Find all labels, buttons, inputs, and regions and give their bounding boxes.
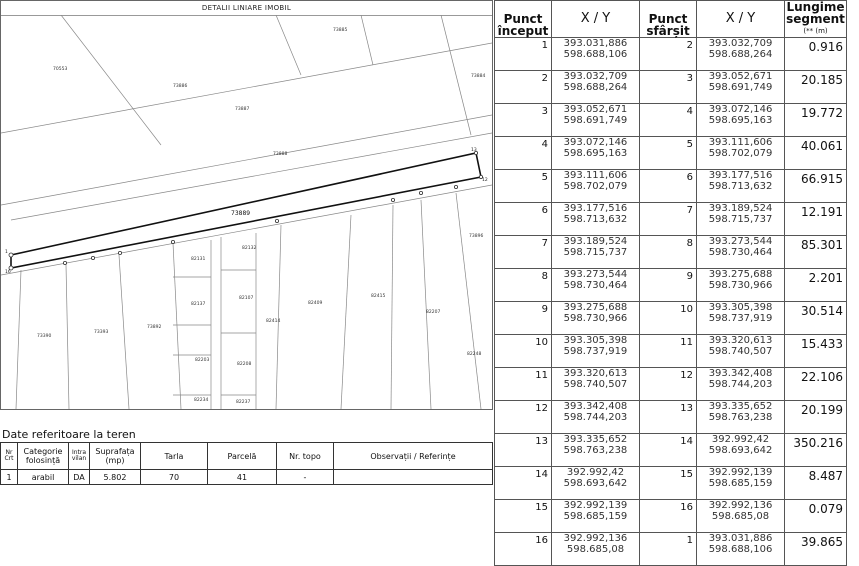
header-segment-length: Lungime segment (** (m)	[785, 1, 847, 38]
segment-row	[495, 170, 847, 203]
segment-row	[495, 500, 847, 533]
parcel-label: 82248	[467, 352, 482, 357]
segments-panel	[494, 0, 859, 563]
end-coord-cell: 392.992,136 598.685,08	[696, 500, 784, 533]
length-cell: 12.191	[785, 203, 847, 236]
end-point-cell: 6	[640, 170, 697, 203]
cell-observatii	[334, 470, 493, 485]
segment-row	[495, 302, 847, 335]
end-coord-cell: 393.032,709 598.688,264	[696, 38, 784, 71]
segment-row	[495, 368, 847, 401]
end-coord-cell: 393.335,652 598.763,238	[696, 401, 784, 434]
end-coord-cell: 393.342,408 598.744,203	[696, 368, 784, 401]
segments-body	[495, 38, 847, 566]
parcel-label: 82415	[371, 294, 386, 299]
point-label: 1	[5, 250, 8, 255]
start-point-cell: 6	[495, 203, 552, 236]
cell-parcela: 41	[208, 470, 277, 485]
header-xy-start: X / Y	[551, 1, 639, 38]
parcel-label: 73892	[147, 325, 162, 330]
parcel-label: 70553	[53, 67, 68, 72]
end-point-cell: 16	[640, 500, 697, 533]
parcel-label: 73889	[231, 210, 251, 217]
parcel-label: 82414	[266, 319, 281, 324]
parcel-label: 82207	[426, 310, 441, 315]
parcel-label: 82131	[191, 257, 206, 262]
parcel-label: 73885	[333, 28, 348, 33]
parcel-label: 82208	[237, 362, 252, 367]
segment-row	[495, 71, 847, 104]
cell-tarla: 70	[141, 470, 208, 485]
header-end-point: Punct sfârșit	[640, 1, 697, 38]
length-cell: 8.487	[785, 467, 847, 500]
end-point-cell: 5	[640, 137, 697, 170]
end-point-cell: 1	[640, 533, 697, 566]
end-coord-cell: 393.273,544 598.730,464	[696, 236, 784, 269]
segment-row	[495, 38, 847, 71]
map-title: DETALII LINIARE IMOBIL	[1, 1, 492, 16]
start-point-cell: 14	[495, 467, 552, 500]
start-coord-cell: 392.992,136 598.685,08	[551, 533, 639, 566]
parcel-label: 73896	[469, 234, 484, 239]
start-point-cell: 12	[495, 401, 552, 434]
end-point-cell: 4	[640, 104, 697, 137]
length-cell: 350.216	[785, 434, 847, 467]
parcel-label: 82237	[236, 400, 251, 405]
length-cell: 39.865	[785, 533, 847, 566]
parcel-label: 82203	[195, 358, 210, 363]
parcel-label: 82409	[308, 301, 323, 306]
length-cell: 19.772	[785, 104, 847, 137]
end-point-cell: 9	[640, 269, 697, 302]
start-point-cell: 7	[495, 236, 552, 269]
end-coord-cell: 392.992,42 598.693,642	[696, 434, 784, 467]
end-coord-cell: 393.305,398 598.737,919	[696, 302, 784, 335]
segments-table	[494, 0, 847, 566]
segment-row	[495, 401, 847, 434]
parcel-label: 73393	[94, 330, 109, 335]
cell-nr-crt: 1	[1, 470, 18, 485]
parcel-map	[1, 15, 492, 409]
length-cell: 66.915	[785, 170, 847, 203]
segment-row	[495, 104, 847, 137]
parcel-label: 73888	[273, 152, 288, 157]
end-point-cell: 11	[640, 335, 697, 368]
end-point-cell: 3	[640, 71, 697, 104]
end-coord-cell: 393.052,671 598.691,749	[696, 71, 784, 104]
point-label: 16	[5, 270, 11, 275]
start-coord-cell: 393.177,516 598.713,632	[551, 203, 639, 236]
header-observatii: Observații / Referințe	[334, 443, 493, 470]
cell-categorie: arabil	[18, 470, 69, 485]
header-nr-topo: Nr. topo	[277, 443, 334, 470]
start-coord-cell: 392.992,42 598.693,642	[551, 467, 639, 500]
start-coord-cell: 393.275,688 598.730,966	[551, 302, 639, 335]
header-suprafata: Suprafața (mp)	[90, 443, 141, 470]
header-start-point: Punct început	[495, 1, 552, 38]
end-point-cell: 15	[640, 467, 697, 500]
end-coord-cell: 393.189,524 598.715,737	[696, 203, 784, 236]
segment-row	[495, 236, 847, 269]
start-point-cell: 13	[495, 434, 552, 467]
end-point-cell: 7	[640, 203, 697, 236]
start-point-cell: 5	[495, 170, 552, 203]
segment-row	[495, 533, 847, 566]
segment-row	[495, 269, 847, 302]
segment-row	[495, 203, 847, 236]
end-coord-cell: 393.031,886 598.688,106	[696, 533, 784, 566]
start-coord-cell: 393.305,398 598.737,919	[551, 335, 639, 368]
point-label: 13	[471, 148, 477, 153]
end-point-cell: 8	[640, 236, 697, 269]
start-coord-cell: 393.111,606 598.702,079	[551, 170, 639, 203]
start-coord-cell: 393.189,524 598.715,737	[551, 236, 639, 269]
end-point-cell: 2	[640, 38, 697, 71]
start-coord-cell: 393.072,146 598.695,163	[551, 137, 639, 170]
point-label: 12	[482, 178, 488, 183]
length-cell: 40.061	[785, 137, 847, 170]
end-coord-cell: 393.072,146 598.695,163	[696, 104, 784, 137]
start-coord-cell: 393.342,408 598.744,203	[551, 401, 639, 434]
header-nr-crt: Nr Crt	[1, 443, 18, 470]
length-cell: 0.916	[785, 38, 847, 71]
start-coord-cell: 393.273,544 598.730,464	[551, 269, 639, 302]
length-cell: 85.301	[785, 236, 847, 269]
length-cell: 2.201	[785, 269, 847, 302]
end-coord-cell: 393.320,613 598.740,507	[696, 335, 784, 368]
start-coord-cell: 393.032,709 598.688,264	[551, 71, 639, 104]
segment-row	[495, 335, 847, 368]
start-coord-cell: 393.052,671 598.691,749	[551, 104, 639, 137]
end-point-cell: 12	[640, 368, 697, 401]
start-point-cell: 16	[495, 533, 552, 566]
start-coord-cell: 393.031,886 598.688,106	[551, 38, 639, 71]
cell-suprafata: 5.802	[90, 470, 141, 485]
parcel-label: 82132	[242, 246, 257, 251]
segment-row	[495, 434, 847, 467]
end-point-cell: 10	[640, 302, 697, 335]
length-cell: 20.185	[785, 71, 847, 104]
length-cell: 30.514	[785, 302, 847, 335]
end-point-cell: 14	[640, 434, 697, 467]
parcel-map-panel	[0, 0, 493, 410]
terrain-row	[1, 470, 493, 485]
start-point-cell: 1	[495, 38, 552, 71]
start-point-cell: 9	[495, 302, 552, 335]
cell-intravilan: DA	[69, 470, 90, 485]
terrain-heading: Date referitoare la teren	[2, 428, 136, 441]
header-categorie: Categorie folosință	[18, 443, 69, 470]
start-point-cell: 8	[495, 269, 552, 302]
header-xy-end: X / Y	[696, 1, 784, 38]
length-cell: 22.106	[785, 368, 847, 401]
end-coord-cell: 392.992,139 598.685,159	[696, 467, 784, 500]
parcel-label: 73887	[235, 107, 250, 112]
start-point-cell: 3	[495, 104, 552, 137]
start-point-cell: 10	[495, 335, 552, 368]
parcel-label: 82107	[239, 296, 254, 301]
header-tarla: Tarla	[141, 443, 208, 470]
header-intravilan: Intra vilan	[69, 443, 90, 470]
start-coord-cell: 393.320,613 598.740,507	[551, 368, 639, 401]
cell-nr-topo: -	[277, 470, 334, 485]
length-cell: 15.433	[785, 335, 847, 368]
parcel-label: 73884	[471, 74, 486, 79]
segment-row	[495, 467, 847, 500]
parcel-label: 82234	[194, 398, 209, 403]
parcel-label: 82137	[191, 302, 206, 307]
parcel-label: 73390	[37, 334, 52, 339]
end-coord-cell: 393.177,516 598.713,632	[696, 170, 784, 203]
end-coord-cell: 393.111,606 598.702,079	[696, 137, 784, 170]
start-coord-cell: 392.992,139 598.685,159	[551, 500, 639, 533]
end-coord-cell: 393.275,688 598.730,966	[696, 269, 784, 302]
start-coord-cell: 393.335,652 598.763,238	[551, 434, 639, 467]
start-point-cell: 11	[495, 368, 552, 401]
header-parcela: Parcelă	[208, 443, 277, 470]
segment-row	[495, 137, 847, 170]
end-point-cell: 13	[640, 401, 697, 434]
start-point-cell: 15	[495, 500, 552, 533]
length-cell: 0.079	[785, 500, 847, 533]
parcel-label: 73886	[173, 84, 188, 89]
start-point-cell: 4	[495, 137, 552, 170]
start-point-cell: 2	[495, 71, 552, 104]
terrain-table	[0, 442, 493, 485]
length-cell: 20.199	[785, 401, 847, 434]
